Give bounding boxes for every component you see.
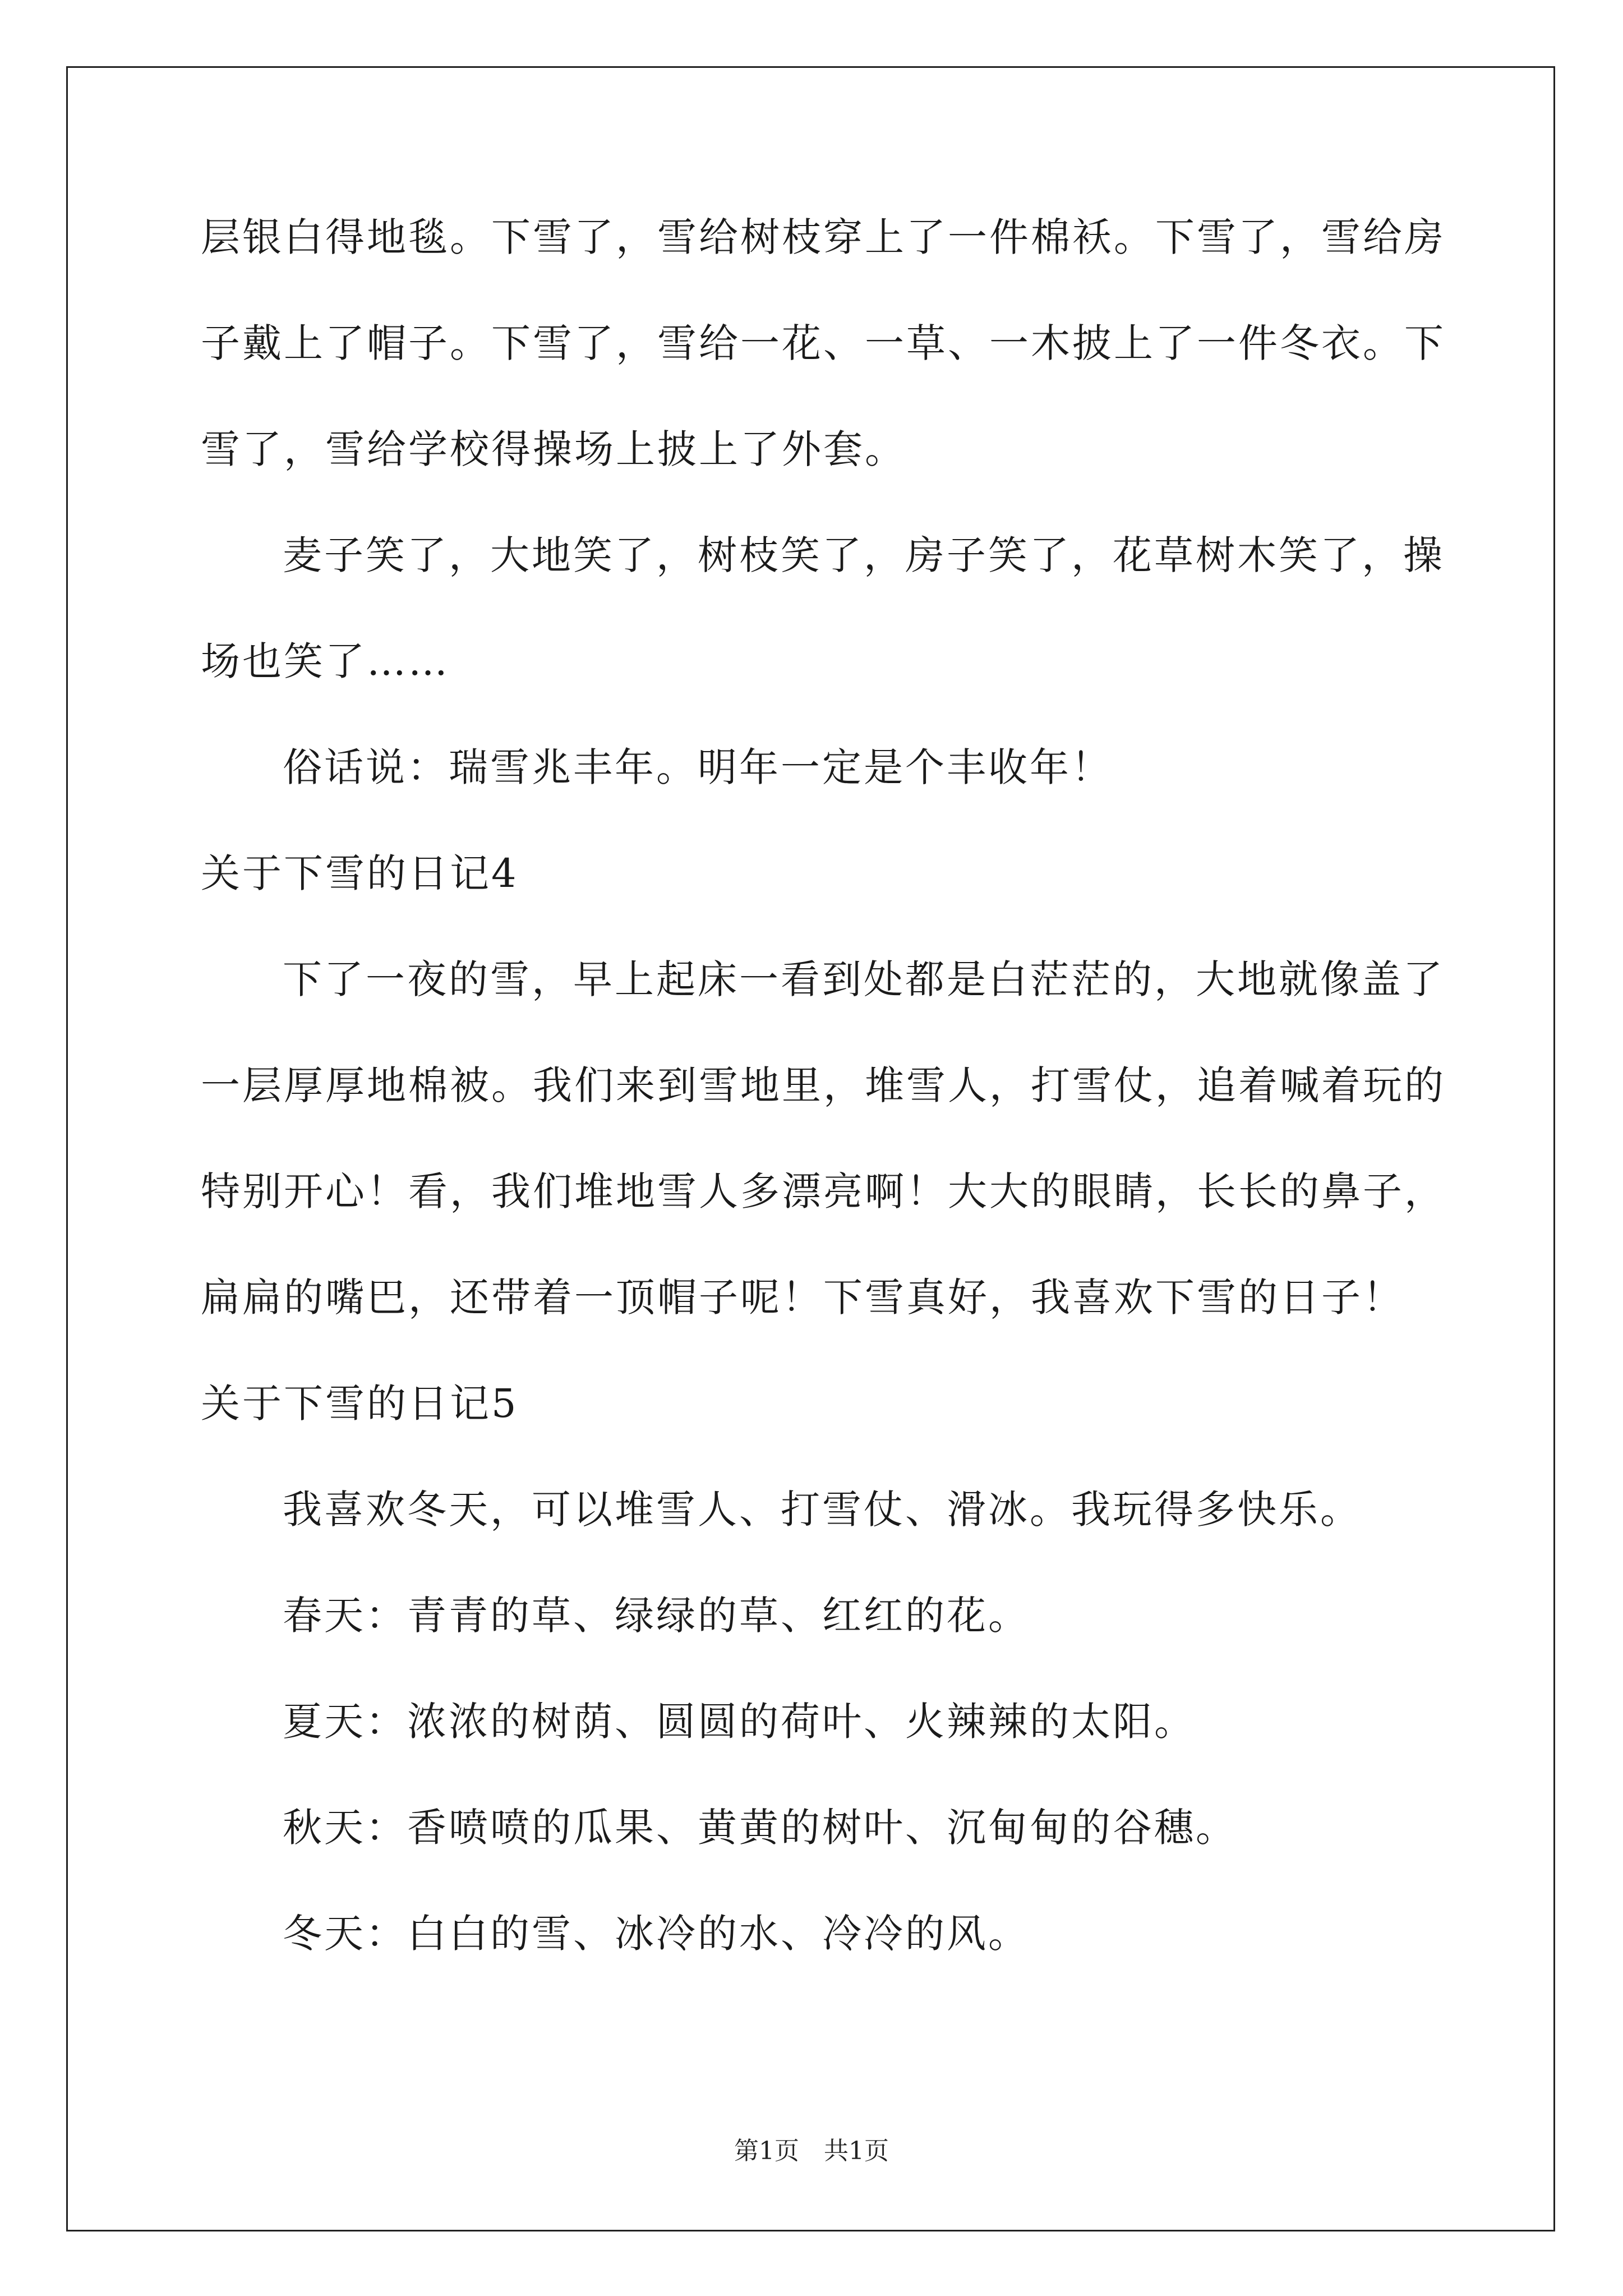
document-body <box>201 213 1446 2016</box>
text-line: 场也笑了…… <box>201 638 450 684</box>
text-line: 夏天：浓浓的树荫、圆圆的荷叶、火辣辣的太阳。 <box>283 1699 1196 1745</box>
text-line: 春天：青青的草、绿绿的草、红红的花。 <box>283 1593 1030 1639</box>
text-line: 秋天：香喷喷的瓜果、黄黄的树叶、沉甸甸的谷穗。 <box>283 1805 1237 1851</box>
text-line: 下了一夜的雪，早上起床一看到处都是白茫茫的，大地就像盖了 <box>283 956 1445 1002</box>
text-line: 冬天：白白的雪、冰冷的水、冷冷的风。 <box>283 1911 1030 1957</box>
paragraph-spring <box>201 1591 1435 1640</box>
paragraph-snowman <box>201 955 1446 1322</box>
section-heading-5: 关于下雪的日记5 <box>201 1381 519 1427</box>
text-line: 麦子笑了，大地笑了，树枝笑了，房子笑了，花草树木笑了，操 <box>283 532 1445 578</box>
paragraph-snow-gifts <box>201 213 1446 473</box>
text-line: 一层厚厚地棉被。我们来到雪地里，堆雪人，打雪仗，追着喊着玩的 <box>201 1062 1446 1108</box>
paragraph-winter <box>201 1910 1435 1958</box>
paragraph-proverb <box>201 743 1435 792</box>
text-line: 俗话说：瑞雪兆丰年。明年一定是个丰收年！ <box>283 744 1113 790</box>
paragraph-summer <box>201 1697 1435 1746</box>
section-heading-4: 关于下雪的日记4 <box>201 850 519 896</box>
text-line: 雪了，雪给学校得操场上披上了外套。 <box>201 426 906 472</box>
text-line: 我喜欢冬天，可以堆雪人、打雪仗、滑冰。我玩得多快乐。 <box>283 1487 1362 1533</box>
paragraph-winter-love <box>201 1485 1435 1534</box>
text-line: 扁扁的嘴巴，还带着一顶帽子呢！下雪真好，我喜欢下雪的日子！ <box>201 1274 1404 1320</box>
paragraph-laughing <box>201 531 1445 685</box>
text-line: 子戴上了帽子。下雪了，雪给一花、一草、一木披上了一件冬衣。下 <box>201 320 1446 366</box>
text-line: 层银白得地毯。下雪了，雪给树枝穿上了一件棉袄。下雪了，雪给房 <box>201 214 1446 260</box>
paragraph-autumn <box>201 1803 1435 1852</box>
text-line: 特别开心！看，我们堆地雪人多漂亮啊！大大的眼睛，长长的鼻子， <box>201 1168 1446 1214</box>
page-number-footer: 第1页 共1页 <box>734 2137 889 2165</box>
